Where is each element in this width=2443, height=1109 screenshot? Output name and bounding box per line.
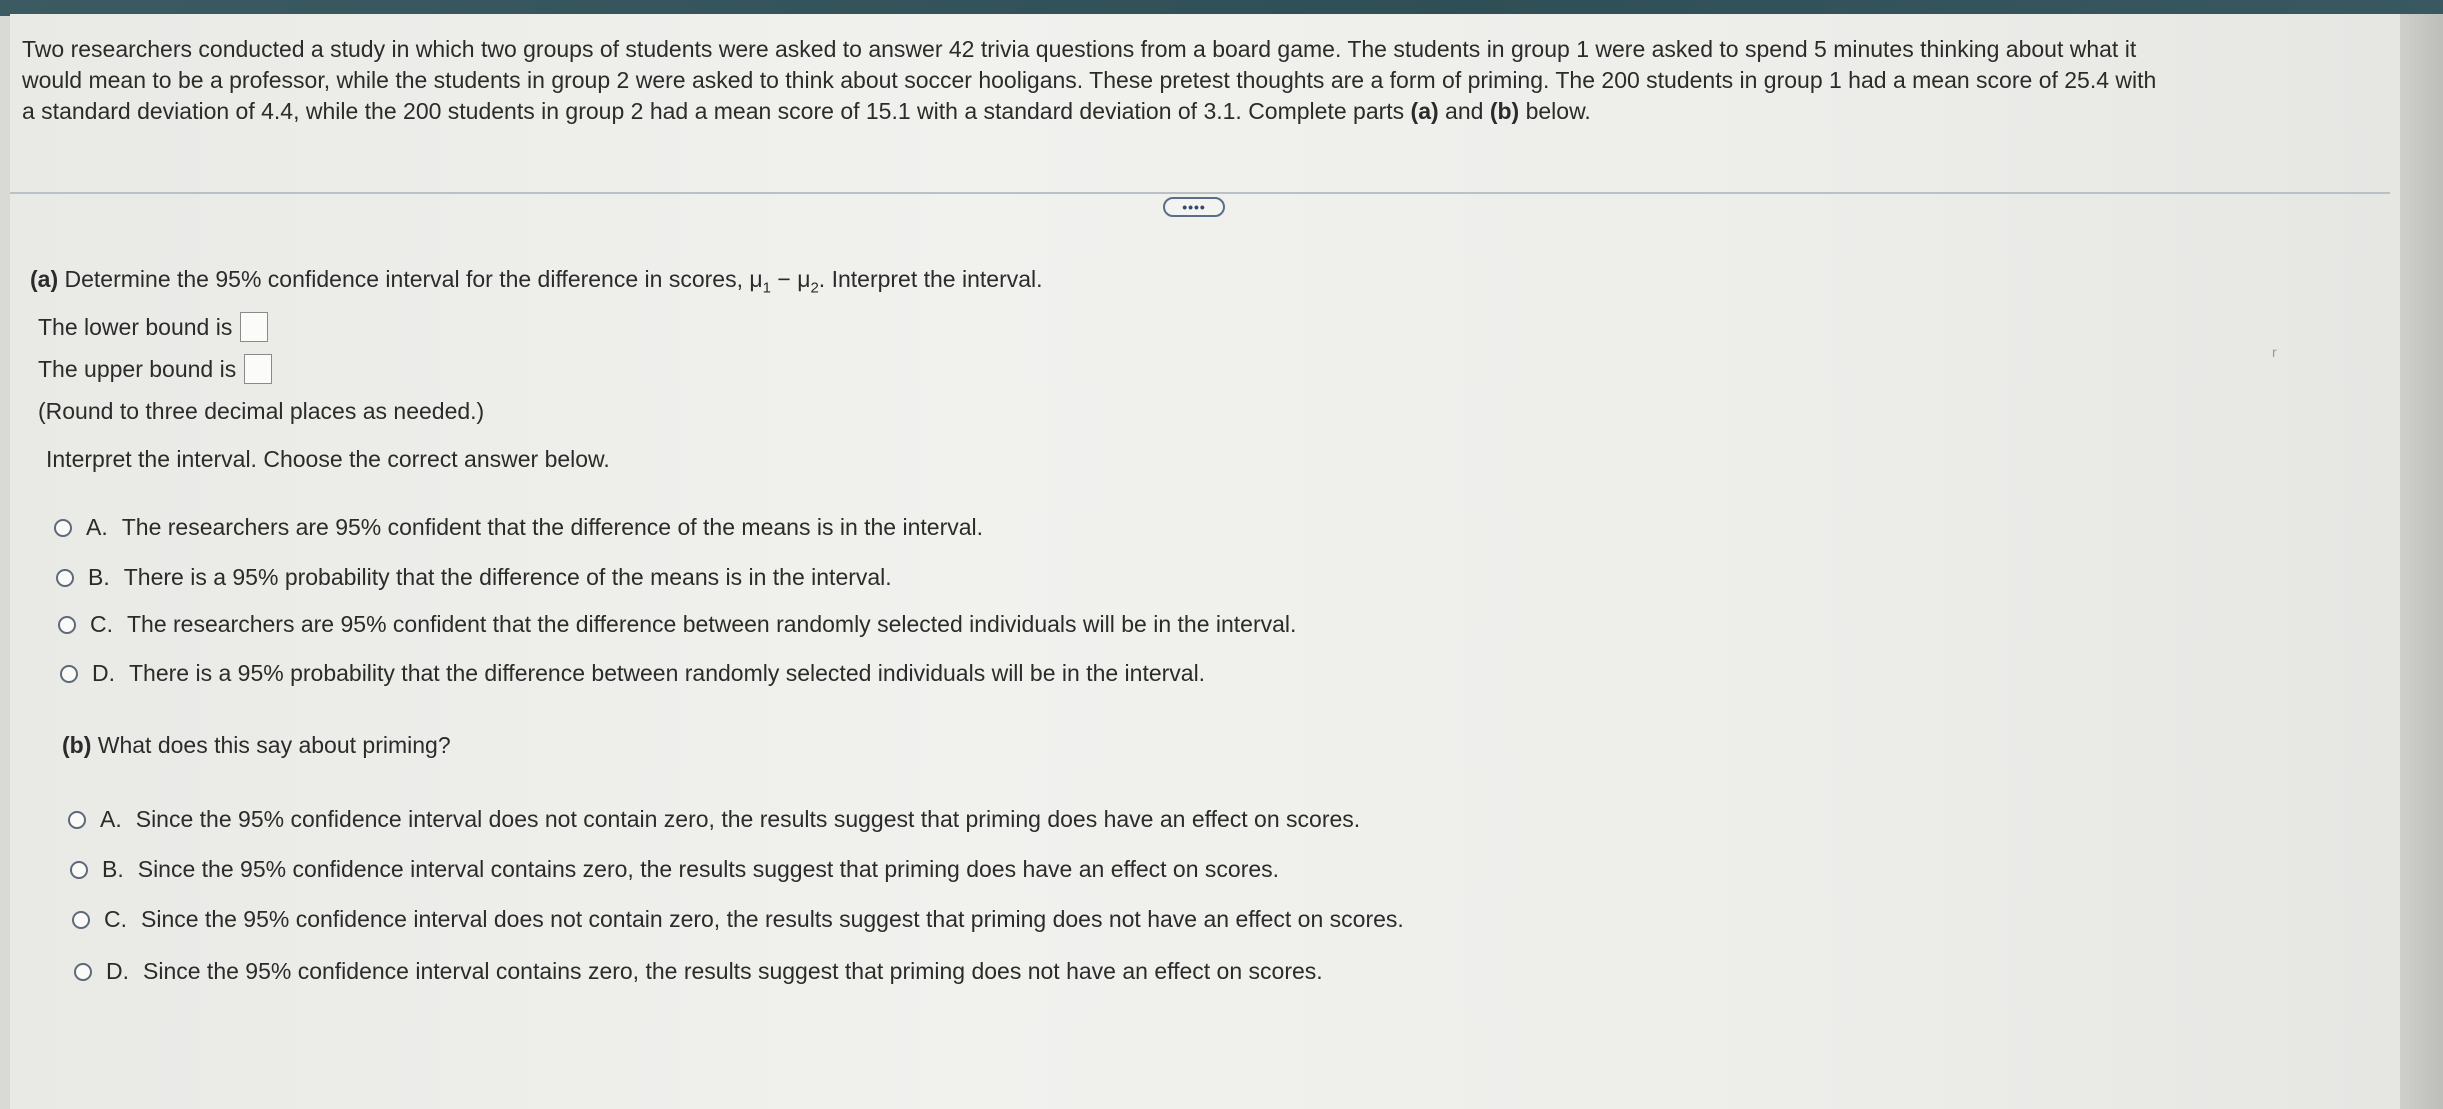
problem-line-1: Two researchers conducted a study in which two groups of students were asked to answer 42 trivia questions from a board game. The students in group 1 were asked to spend 5 minutes thinking about what it [22, 36, 2137, 62]
problem-line-3-text: a standard deviation of 4.4, while the 200 students in group 2 had a mean score of 15.1 with a standard deviation of 3.1. Complete parts [22, 98, 1411, 124]
radio-button[interactable] [58, 616, 76, 634]
expand-more-button[interactable]: •••• [1163, 197, 1225, 217]
radio-button[interactable] [68, 811, 86, 829]
option-text: Since the 95% confidence interval contains zero, the results suggest that priming does not have an effect on scores. [143, 958, 1323, 984]
radio-button[interactable] [54, 519, 72, 537]
minus-sign: − [770, 266, 798, 292]
upper-bound-row [38, 354, 272, 384]
mu-symbol-1: μ [749, 266, 763, 292]
section-divider [10, 192, 2390, 194]
option-text: The researchers are 95% confident that the difference of the means is in the interval. [121, 514, 984, 540]
part-a-question [30, 266, 1043, 297]
lower-bound-row [38, 312, 268, 342]
lower-bound-input[interactable] [240, 312, 268, 342]
option-text: There is a 95% probability that the difference of the means is in the interval. [123, 564, 892, 590]
problem-line-3-end: below. [1519, 98, 1591, 124]
stray-mark: r [2272, 344, 2277, 360]
question-panel [10, 14, 2400, 1109]
radio-button[interactable] [60, 665, 78, 683]
option-letter: A. [100, 806, 122, 832]
radio-button[interactable] [70, 861, 88, 879]
option-text: There is a 95% probability that the difference between randomly selected individuals will be in the interval. [129, 660, 1206, 686]
round-note: (Round to three decimal places as needed.) [38, 398, 485, 424]
option-letter: C. [104, 906, 127, 932]
right-edge-shadow [2400, 14, 2443, 1109]
part-a-label: (a) [30, 266, 59, 292]
problem-and: and [1438, 98, 1490, 124]
problem-line-3 [22, 96, 2392, 127]
mu-symbol-2: μ [797, 266, 811, 292]
radio-button[interactable] [74, 963, 92, 981]
option-letter: B. [102, 856, 124, 882]
upper-bound-input[interactable] [244, 354, 272, 384]
radio-button[interactable] [56, 569, 74, 587]
option-text: The researchers are 95% confident that the difference between randomly selected individuals will be in the interval. [127, 611, 1297, 637]
part-a-option-d[interactable] [60, 660, 1205, 687]
option-letter: D. [92, 660, 115, 686]
part-b-option-c[interactable] [72, 906, 1404, 933]
part-a-question-end: . Interpret the interval. [818, 266, 1043, 292]
problem-line-2: would mean to be a professor, while the students in group 2 were asked to think about soccer hooligans. These pretest thoughts are a form of priming. The 200 students in group 1 had a mean score of 25.4 with [22, 67, 2157, 93]
option-letter: A. [86, 514, 108, 540]
part-a-ref: (a) [1410, 98, 1439, 124]
part-b-option-b[interactable] [70, 856, 1279, 883]
option-letter: C. [90, 611, 113, 637]
upper-bound-label: The upper bound is [38, 355, 237, 382]
part-a-option-b[interactable] [56, 564, 892, 591]
part-b-label: (b) [62, 732, 92, 758]
radio-button[interactable] [72, 911, 90, 929]
mu-subscript-1: 1 [762, 279, 771, 297]
part-b-question-text: What does this say about priming? [91, 732, 451, 758]
problem-statement [22, 34, 2392, 127]
part-a-option-c[interactable] [58, 611, 1296, 638]
option-letter: D. [106, 958, 129, 984]
part-b-question [62, 732, 451, 759]
part-b-option-d[interactable] [74, 958, 1323, 985]
part-b-ref: (b) [1489, 98, 1520, 124]
option-text: Since the 95% confidence interval does not contain zero, the results suggest that priming does not have an effect on scores. [141, 906, 1404, 932]
mu-subscript-2: 2 [810, 279, 819, 297]
option-letter: B. [88, 564, 110, 590]
part-a-option-a[interactable] [54, 514, 983, 541]
lower-bound-label: The lower bound is [38, 313, 233, 340]
mu-difference [749, 266, 819, 297]
part-b-option-a[interactable] [68, 806, 1360, 833]
option-text: Since the 95% confidence interval contains zero, the results suggest that priming does have an effect on scores. [137, 856, 1280, 882]
option-text: Since the 95% confidence interval does not contain zero, the results suggest that priming does have an effect on scores. [135, 806, 1361, 832]
part-a-question-text: Determine the 95% confidence interval for the difference in scores, [58, 266, 750, 292]
interpret-prompt: Interpret the interval. Choose the correct answer below. [46, 446, 610, 472]
